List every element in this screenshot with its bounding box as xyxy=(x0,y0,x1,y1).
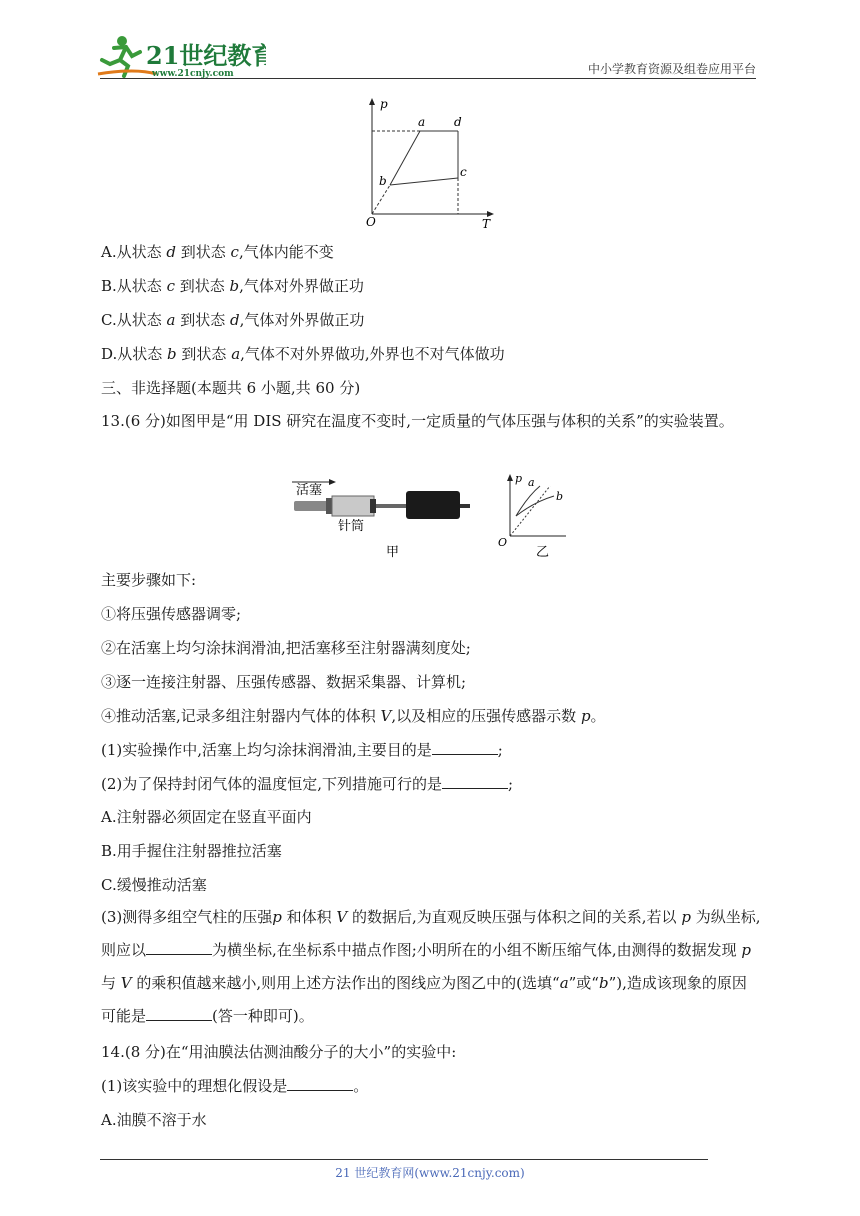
point-d-label: d xyxy=(454,115,462,129)
logo-url: www.21cnjy.com xyxy=(152,69,234,79)
caption-jia: 甲 xyxy=(386,545,400,560)
section-heading: 三、非选择题(本题共 6 小题,共 60 分) xyxy=(101,379,361,397)
answer-blank xyxy=(442,774,508,789)
q12-option-c: C.从状态 a 到状态 d,气体对外界做正功 xyxy=(101,311,365,329)
answer-blank xyxy=(432,740,498,755)
step-3: ③逐一连接注射器、压强传感器、数据采集器、计算机; xyxy=(101,673,467,691)
step-4: ④推动活塞,记录多组注射器内气体的体积 V,以及相应的压强传感器示数 p。 xyxy=(101,707,606,725)
curve-b-label: b xyxy=(556,490,564,503)
pressure-sensor xyxy=(406,491,460,519)
step-1: ①将压强传感器调零; xyxy=(101,605,242,623)
q14-intro: 14.(8 分)在“用油膜法估测油酸分子的大小”的实验中: xyxy=(101,1043,457,1061)
q14-sub1: (1)该实验中的理想化假设是 。 xyxy=(101,1077,369,1095)
origin-label: O xyxy=(366,215,376,229)
logo-text: 21世纪教育 xyxy=(146,41,266,70)
graph-yi-origin: O xyxy=(498,536,508,549)
point-b-label: b xyxy=(379,174,387,188)
answer-blank xyxy=(146,940,212,955)
answer-blank xyxy=(146,1006,212,1021)
q13-sub3: (3)测得多组空气柱的压强p 和体积 V 的数据后,为直观反映压强与体积之间的关系,若以 p 为纵坐标,则应以 为横坐标,在坐标系中描点作图;小明所在的小组不断压缩气体,由测得的数据发现 p 与 V 的乘积值越来越小,则用上述方法作出的图线应为图乙中的(选填“a”或“b”),造成该现象的原因可能是 (答一种即可)。 xyxy=(101,908,761,1025)
caption-yi: 乙 xyxy=(536,545,550,560)
q14-option-a: A.油膜不溶于水 xyxy=(101,1111,207,1129)
y-axis-label: p xyxy=(380,97,388,111)
answer-blank xyxy=(287,1076,353,1091)
piston-label: 活塞 xyxy=(296,483,323,498)
q13-option-c: C.缓慢推动活塞 xyxy=(101,876,207,894)
q13-option-a: A.注射器必须固定在竖直平面内 xyxy=(101,808,312,826)
q12-option-b: B.从状态 c 到状态 b,气体对外界做正功 xyxy=(101,277,364,295)
graph-yi-y-label: p xyxy=(515,474,523,485)
step-2: ②在活塞上均匀涂抹润滑油,把活塞移至注射器满刻度处; xyxy=(101,639,471,657)
x-axis-label: T xyxy=(482,217,491,231)
footer-divider xyxy=(100,1159,708,1160)
header-divider xyxy=(100,78,756,79)
q13-intro: 13.(6 分)如图甲是“用 DIS 研究在温度不变时,一定质量的气体压强与体积的关系”的实验装置。 xyxy=(101,412,734,430)
steps-title: 主要步骤如下: xyxy=(101,571,197,589)
point-a-label: a xyxy=(418,115,426,129)
q12-option-a: A.从状态 d 到状态 c,气体内能不变 xyxy=(101,243,334,261)
point-c-label: c xyxy=(460,165,467,179)
q13-sub2: (2)为了保持封闭气体的温度恒定,下列措施可行的是 ; xyxy=(101,775,514,793)
q13-option-b: B.用手握住注射器推拉活塞 xyxy=(101,842,282,860)
pt-graph xyxy=(362,96,502,236)
syringe-label: 针筒 xyxy=(338,519,365,534)
site-logo xyxy=(96,34,266,80)
platform-name: 中小学教育资源及组卷应用平台 xyxy=(587,62,756,76)
syringe-diagram xyxy=(292,479,470,560)
curve-a-label: a xyxy=(528,476,535,489)
apparatus-figure xyxy=(288,474,578,564)
q12-option-d: D.从状态 b 到状态 a,气体不对外界做功,外界也不对气体做功 xyxy=(101,345,505,363)
footer-text: 21 世纪教育网(www.21cnjy.com) xyxy=(335,1166,525,1180)
p-v-graph-yi xyxy=(498,474,566,560)
q13-sub1: (1)实验操作中,活塞上均匀涂抹润滑油,主要目的是 ; xyxy=(101,741,503,759)
